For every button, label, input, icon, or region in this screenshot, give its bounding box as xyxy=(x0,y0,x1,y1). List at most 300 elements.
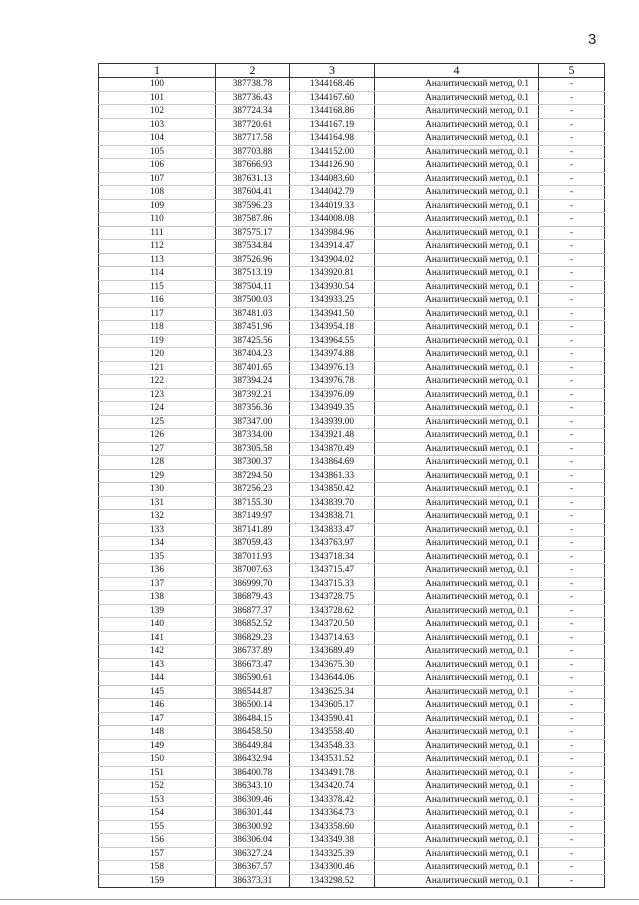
x-coordinate-cell: 387347.00 xyxy=(216,415,290,429)
point-number-cell: 130 xyxy=(99,483,216,497)
point-number-cell: 117 xyxy=(99,307,216,321)
method-cell: Аналитический метод, 0.1 xyxy=(375,402,539,416)
note-cell: - xyxy=(539,820,605,834)
x-coordinate-cell: 386829.23 xyxy=(216,631,290,645)
table-row xyxy=(99,118,605,132)
table-row xyxy=(99,388,605,402)
y-coordinate-cell: 1343839.70 xyxy=(290,496,375,510)
point-number-cell: 109 xyxy=(99,199,216,213)
y-coordinate-cell: 1343833.47 xyxy=(290,523,375,537)
column-header-3: 3 xyxy=(290,64,375,78)
x-coordinate-cell: 387059.43 xyxy=(216,537,290,551)
point-number-cell: 134 xyxy=(99,537,216,551)
note-cell: - xyxy=(539,658,605,672)
table-row xyxy=(99,564,605,578)
x-coordinate-cell: 387356.36 xyxy=(216,402,290,416)
table-row xyxy=(99,645,605,659)
method-cell: Аналитический метод, 0.1 xyxy=(375,226,539,240)
point-number-cell: 125 xyxy=(99,415,216,429)
note-cell: - xyxy=(539,753,605,767)
point-number-cell: 111 xyxy=(99,226,216,240)
x-coordinate-cell: 387404.23 xyxy=(216,348,290,362)
x-coordinate-cell: 386544.87 xyxy=(216,685,290,699)
method-cell: Аналитический метод, 0.1 xyxy=(375,510,539,524)
table-row xyxy=(99,780,605,794)
point-number-cell: 159 xyxy=(99,874,216,888)
x-coordinate-cell: 386449.84 xyxy=(216,739,290,753)
table-row xyxy=(99,712,605,726)
note-cell: - xyxy=(539,726,605,740)
point-number-cell: 116 xyxy=(99,294,216,308)
note-cell: - xyxy=(539,294,605,308)
x-coordinate-cell: 387596.23 xyxy=(216,199,290,213)
note-cell: - xyxy=(539,591,605,605)
column-header-4: 4 xyxy=(375,64,539,78)
point-number-cell: 144 xyxy=(99,672,216,686)
method-cell: Аналитический метод, 0.1 xyxy=(375,348,539,362)
x-coordinate-cell: 387392.21 xyxy=(216,388,290,402)
method-cell: Аналитический метод, 0.1 xyxy=(375,726,539,740)
table-row xyxy=(99,402,605,416)
method-cell: Аналитический метод, 0.1 xyxy=(375,186,539,200)
method-cell: Аналитический метод, 0.1 xyxy=(375,334,539,348)
table-row xyxy=(99,442,605,456)
x-coordinate-cell: 387401.65 xyxy=(216,361,290,375)
method-cell: Аналитический метод, 0.1 xyxy=(375,766,539,780)
note-cell: - xyxy=(539,375,605,389)
x-coordinate-cell: 386373.31 xyxy=(216,874,290,888)
y-coordinate-cell: 1343728.75 xyxy=(290,591,375,605)
table-row xyxy=(99,226,605,240)
method-cell: Аналитический метод, 0.1 xyxy=(375,753,539,767)
x-coordinate-cell: 386500.14 xyxy=(216,699,290,713)
note-cell: - xyxy=(539,645,605,659)
y-coordinate-cell: 1343349.38 xyxy=(290,834,375,848)
x-coordinate-cell: 387481.03 xyxy=(216,307,290,321)
y-coordinate-cell: 1344042.79 xyxy=(290,186,375,200)
y-coordinate-cell: 1343864.69 xyxy=(290,456,375,470)
table-row xyxy=(99,267,605,281)
note-cell: - xyxy=(539,874,605,888)
method-cell: Аналитический метод, 0.1 xyxy=(375,874,539,888)
method-cell: Аналитический метод, 0.1 xyxy=(375,861,539,875)
note-cell: - xyxy=(539,186,605,200)
y-coordinate-cell: 1343720.50 xyxy=(290,618,375,632)
y-coordinate-cell: 1343974.88 xyxy=(290,348,375,362)
note-cell: - xyxy=(539,793,605,807)
table-row xyxy=(99,429,605,443)
point-number-cell: 110 xyxy=(99,213,216,227)
point-number-cell: 132 xyxy=(99,510,216,524)
bottom-divider xyxy=(0,899,639,900)
point-number-cell: 119 xyxy=(99,334,216,348)
table-row xyxy=(99,78,605,92)
note-cell: - xyxy=(539,550,605,564)
table-row xyxy=(99,456,605,470)
x-coordinate-cell: 386432.94 xyxy=(216,753,290,767)
point-number-cell: 142 xyxy=(99,645,216,659)
x-coordinate-cell: 387666.93 xyxy=(216,159,290,173)
point-number-cell: 139 xyxy=(99,604,216,618)
table-row xyxy=(99,199,605,213)
table-row xyxy=(99,847,605,861)
coordinates-table xyxy=(98,63,605,888)
y-coordinate-cell: 1343714.63 xyxy=(290,631,375,645)
y-coordinate-cell: 1343590.41 xyxy=(290,712,375,726)
method-cell: Аналитический метод, 0.1 xyxy=(375,658,539,672)
y-coordinate-cell: 1343364.73 xyxy=(290,807,375,821)
point-number-cell: 151 xyxy=(99,766,216,780)
point-number-cell: 113 xyxy=(99,253,216,267)
x-coordinate-cell: 387526.96 xyxy=(216,253,290,267)
note-cell: - xyxy=(539,361,605,375)
point-number-cell: 158 xyxy=(99,861,216,875)
note-cell: - xyxy=(539,159,605,173)
y-coordinate-cell: 1343939.00 xyxy=(290,415,375,429)
point-number-cell: 118 xyxy=(99,321,216,335)
point-number-cell: 150 xyxy=(99,753,216,767)
table-row xyxy=(99,510,605,524)
method-cell: Аналитический метод, 0.1 xyxy=(375,240,539,254)
method-cell: Аналитический метод, 0.1 xyxy=(375,132,539,146)
point-number-cell: 156 xyxy=(99,834,216,848)
method-cell: Аналитический метод, 0.1 xyxy=(375,118,539,132)
y-coordinate-cell: 1343378.42 xyxy=(290,793,375,807)
x-coordinate-cell: 387300.37 xyxy=(216,456,290,470)
y-coordinate-cell: 1343930.54 xyxy=(290,280,375,294)
x-coordinate-cell: 387703.88 xyxy=(216,145,290,159)
table-row xyxy=(99,699,605,713)
point-number-cell: 152 xyxy=(99,780,216,794)
method-cell: Аналитический метод, 0.1 xyxy=(375,645,539,659)
y-coordinate-cell: 1343976.13 xyxy=(290,361,375,375)
y-coordinate-cell: 1344168.86 xyxy=(290,105,375,119)
x-coordinate-cell: 386327.24 xyxy=(216,847,290,861)
point-number-cell: 131 xyxy=(99,496,216,510)
table-row xyxy=(99,91,605,105)
method-cell: Аналитический метод, 0.1 xyxy=(375,213,539,227)
table-row xyxy=(99,658,605,672)
note-cell: - xyxy=(539,577,605,591)
method-cell: Аналитический метод, 0.1 xyxy=(375,199,539,213)
method-cell: Аналитический метод, 0.1 xyxy=(375,469,539,483)
y-coordinate-cell: 1343870.49 xyxy=(290,442,375,456)
table-row xyxy=(99,834,605,848)
note-cell: - xyxy=(539,91,605,105)
table-row xyxy=(99,172,605,186)
method-cell: Аналитический метод, 0.1 xyxy=(375,159,539,173)
note-cell: - xyxy=(539,253,605,267)
y-coordinate-cell: 1343605.17 xyxy=(290,699,375,713)
x-coordinate-cell: 386367.57 xyxy=(216,861,290,875)
x-coordinate-cell: 387451.96 xyxy=(216,321,290,335)
note-cell: - xyxy=(539,672,605,686)
x-coordinate-cell: 387425.56 xyxy=(216,334,290,348)
y-coordinate-cell: 1343949.35 xyxy=(290,402,375,416)
note-cell: - xyxy=(539,631,605,645)
y-coordinate-cell: 1343718.34 xyxy=(290,550,375,564)
note-cell: - xyxy=(539,685,605,699)
note-cell: - xyxy=(539,766,605,780)
table-row xyxy=(99,807,605,821)
point-number-cell: 145 xyxy=(99,685,216,699)
note-cell: - xyxy=(539,213,605,227)
table-row xyxy=(99,550,605,564)
point-number-cell: 141 xyxy=(99,631,216,645)
x-coordinate-cell: 387334.00 xyxy=(216,429,290,443)
y-coordinate-cell: 1343933.25 xyxy=(290,294,375,308)
note-cell: - xyxy=(539,267,605,281)
table-row xyxy=(99,159,605,173)
method-cell: Аналитический метод, 0.1 xyxy=(375,631,539,645)
x-coordinate-cell: 386737.89 xyxy=(216,645,290,659)
table-row xyxy=(99,523,605,537)
y-coordinate-cell: 1343558.40 xyxy=(290,726,375,740)
method-cell: Аналитический метод, 0.1 xyxy=(375,712,539,726)
method-cell: Аналитический метод, 0.1 xyxy=(375,685,539,699)
x-coordinate-cell: 386306.04 xyxy=(216,834,290,848)
point-number-cell: 135 xyxy=(99,550,216,564)
y-coordinate-cell: 1343838.71 xyxy=(290,510,375,524)
y-coordinate-cell: 1343964.55 xyxy=(290,334,375,348)
x-coordinate-cell: 386343.10 xyxy=(216,780,290,794)
note-cell: - xyxy=(539,618,605,632)
x-coordinate-cell: 387720.61 xyxy=(216,118,290,132)
point-number-cell: 154 xyxy=(99,807,216,821)
note-cell: - xyxy=(539,348,605,362)
x-coordinate-cell: 386301.44 xyxy=(216,807,290,821)
x-coordinate-cell: 386590.61 xyxy=(216,672,290,686)
method-cell: Аналитический метод, 0.1 xyxy=(375,793,539,807)
y-coordinate-cell: 1343728.62 xyxy=(290,604,375,618)
y-coordinate-cell: 1344168.46 xyxy=(290,78,375,92)
x-coordinate-cell: 387738.78 xyxy=(216,78,290,92)
y-coordinate-cell: 1344008.08 xyxy=(290,213,375,227)
point-number-cell: 126 xyxy=(99,429,216,443)
point-number-cell: 103 xyxy=(99,118,216,132)
table-row xyxy=(99,294,605,308)
point-number-cell: 147 xyxy=(99,712,216,726)
point-number-cell: 114 xyxy=(99,267,216,281)
table-row xyxy=(99,793,605,807)
note-cell: - xyxy=(539,78,605,92)
x-coordinate-cell: 387513.19 xyxy=(216,267,290,281)
column-header-1: 1 xyxy=(99,64,216,78)
x-coordinate-cell: 387011.93 xyxy=(216,550,290,564)
x-coordinate-cell: 387575.17 xyxy=(216,226,290,240)
table-header xyxy=(99,64,605,78)
table-row xyxy=(99,186,605,200)
table-row xyxy=(99,753,605,767)
x-coordinate-cell: 387294.50 xyxy=(216,469,290,483)
table-row xyxy=(99,145,605,159)
note-cell: - xyxy=(539,564,605,578)
x-coordinate-cell: 387587.86 xyxy=(216,213,290,227)
note-cell: - xyxy=(539,834,605,848)
x-coordinate-cell: 387631.13 xyxy=(216,172,290,186)
point-number-cell: 101 xyxy=(99,91,216,105)
table-body xyxy=(99,78,605,888)
point-number-cell: 108 xyxy=(99,186,216,200)
table-row xyxy=(99,537,605,551)
y-coordinate-cell: 1344167.60 xyxy=(290,91,375,105)
x-coordinate-cell: 386673.47 xyxy=(216,658,290,672)
note-cell: - xyxy=(539,388,605,402)
note-cell: - xyxy=(539,172,605,186)
note-cell: - xyxy=(539,483,605,497)
note-cell: - xyxy=(539,226,605,240)
y-coordinate-cell: 1343531.52 xyxy=(290,753,375,767)
method-cell: Аналитический метод, 0.1 xyxy=(375,361,539,375)
y-coordinate-cell: 1343984.96 xyxy=(290,226,375,240)
x-coordinate-cell: 387500.03 xyxy=(216,294,290,308)
x-coordinate-cell: 386400.78 xyxy=(216,766,290,780)
table-row xyxy=(99,861,605,875)
x-coordinate-cell: 387007.63 xyxy=(216,564,290,578)
note-cell: - xyxy=(539,132,605,146)
table-row xyxy=(99,334,605,348)
y-coordinate-cell: 1343675.30 xyxy=(290,658,375,672)
column-header-5: 5 xyxy=(539,64,605,78)
x-coordinate-cell: 386879.43 xyxy=(216,591,290,605)
table-row xyxy=(99,348,605,362)
x-coordinate-cell: 386458.50 xyxy=(216,726,290,740)
method-cell: Аналитический метод, 0.1 xyxy=(375,672,539,686)
x-coordinate-cell: 387141.89 xyxy=(216,523,290,537)
y-coordinate-cell: 1343976.09 xyxy=(290,388,375,402)
point-number-cell: 105 xyxy=(99,145,216,159)
note-cell: - xyxy=(539,712,605,726)
point-number-cell: 148 xyxy=(99,726,216,740)
table-row xyxy=(99,307,605,321)
note-cell: - xyxy=(539,510,605,524)
y-coordinate-cell: 1343920.81 xyxy=(290,267,375,281)
method-cell: Аналитический метод, 0.1 xyxy=(375,834,539,848)
x-coordinate-cell: 387604.41 xyxy=(216,186,290,200)
y-coordinate-cell: 1343715.33 xyxy=(290,577,375,591)
table-row xyxy=(99,496,605,510)
point-number-cell: 153 xyxy=(99,793,216,807)
x-coordinate-cell: 386999.70 xyxy=(216,577,290,591)
table-row xyxy=(99,415,605,429)
y-coordinate-cell: 1343548.33 xyxy=(290,739,375,753)
table-row xyxy=(99,685,605,699)
method-cell: Аналитический метод, 0.1 xyxy=(375,78,539,92)
point-number-cell: 122 xyxy=(99,375,216,389)
point-number-cell: 124 xyxy=(99,402,216,416)
method-cell: Аналитический метод, 0.1 xyxy=(375,91,539,105)
x-coordinate-cell: 386877.37 xyxy=(216,604,290,618)
note-cell: - xyxy=(539,780,605,794)
table-row xyxy=(99,253,605,267)
note-cell: - xyxy=(539,807,605,821)
column-header-2: 2 xyxy=(216,64,290,78)
method-cell: Аналитический метод, 0.1 xyxy=(375,105,539,119)
note-cell: - xyxy=(539,456,605,470)
point-number-cell: 127 xyxy=(99,442,216,456)
x-coordinate-cell: 387305.58 xyxy=(216,442,290,456)
x-coordinate-cell: 386309.46 xyxy=(216,793,290,807)
point-number-cell: 138 xyxy=(99,591,216,605)
y-coordinate-cell: 1343976.78 xyxy=(290,375,375,389)
y-coordinate-cell: 1343941.50 xyxy=(290,307,375,321)
point-number-cell: 102 xyxy=(99,105,216,119)
note-cell: - xyxy=(539,105,605,119)
method-cell: Аналитический метод, 0.1 xyxy=(375,442,539,456)
point-number-cell: 136 xyxy=(99,564,216,578)
point-number-cell: 115 xyxy=(99,280,216,294)
method-cell: Аналитический метод, 0.1 xyxy=(375,429,539,443)
point-number-cell: 149 xyxy=(99,739,216,753)
y-coordinate-cell: 1343325.39 xyxy=(290,847,375,861)
note-cell: - xyxy=(539,240,605,254)
table-row xyxy=(99,280,605,294)
note-cell: - xyxy=(539,847,605,861)
table-row xyxy=(99,375,605,389)
table-header-row xyxy=(99,64,605,78)
table-row xyxy=(99,726,605,740)
x-coordinate-cell: 387149.97 xyxy=(216,510,290,524)
note-cell: - xyxy=(539,861,605,875)
method-cell: Аналитический метод, 0.1 xyxy=(375,145,539,159)
table-row xyxy=(99,321,605,335)
method-cell: Аналитический метод, 0.1 xyxy=(375,739,539,753)
method-cell: Аналитический метод, 0.1 xyxy=(375,294,539,308)
table-row xyxy=(99,469,605,483)
method-cell: Аналитический метод, 0.1 xyxy=(375,456,539,470)
table-row xyxy=(99,820,605,834)
table-row xyxy=(99,618,605,632)
point-number-cell: 120 xyxy=(99,348,216,362)
note-cell: - xyxy=(539,469,605,483)
method-cell: Аналитический метод, 0.1 xyxy=(375,847,539,861)
note-cell: - xyxy=(539,307,605,321)
method-cell: Аналитический метод, 0.1 xyxy=(375,699,539,713)
method-cell: Аналитический метод, 0.1 xyxy=(375,807,539,821)
table-row xyxy=(99,577,605,591)
method-cell: Аналитический метод, 0.1 xyxy=(375,496,539,510)
point-number-cell: 143 xyxy=(99,658,216,672)
table-row xyxy=(99,739,605,753)
point-number-cell: 128 xyxy=(99,456,216,470)
note-cell: - xyxy=(539,280,605,294)
note-cell: - xyxy=(539,321,605,335)
method-cell: Аналитический метод, 0.1 xyxy=(375,267,539,281)
x-coordinate-cell: 387504.11 xyxy=(216,280,290,294)
note-cell: - xyxy=(539,199,605,213)
table-row xyxy=(99,631,605,645)
method-cell: Аналитический метод, 0.1 xyxy=(375,523,539,537)
x-coordinate-cell: 387534.84 xyxy=(216,240,290,254)
x-coordinate-cell: 387724.34 xyxy=(216,105,290,119)
method-cell: Аналитический метод, 0.1 xyxy=(375,307,539,321)
method-cell: Аналитический метод, 0.1 xyxy=(375,618,539,632)
note-cell: - xyxy=(539,429,605,443)
table-row xyxy=(99,105,605,119)
table-row xyxy=(99,766,605,780)
y-coordinate-cell: 1344019.33 xyxy=(290,199,375,213)
y-coordinate-cell: 1343763.97 xyxy=(290,537,375,551)
y-coordinate-cell: 1343715.47 xyxy=(290,564,375,578)
method-cell: Аналитический метод, 0.1 xyxy=(375,172,539,186)
y-coordinate-cell: 1343420.74 xyxy=(290,780,375,794)
note-cell: - xyxy=(539,145,605,159)
y-coordinate-cell: 1344126.90 xyxy=(290,159,375,173)
table-row xyxy=(99,591,605,605)
note-cell: - xyxy=(539,739,605,753)
note-cell: - xyxy=(539,496,605,510)
point-number-cell: 137 xyxy=(99,577,216,591)
